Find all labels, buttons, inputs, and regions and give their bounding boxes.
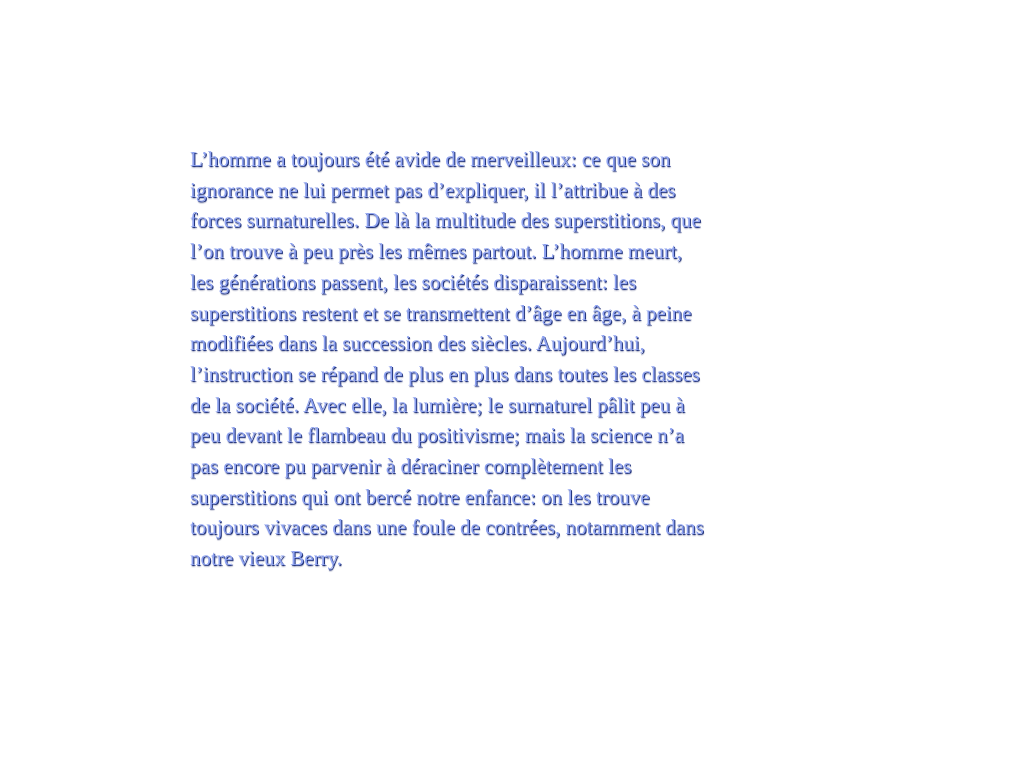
body-paragraph: L’homme a toujours été avide de merveilleux: ce que son ignorance ne lui permet pas d’expliquer, il l’attribue à des forces surnaturelles. De là la multitude des superstitions, que l’on trouve à peu près les mêmes partout. L’homme meurt, les générations passent, les sociétés disparaissent: les superstitions restent et se transmettent d’âge en âge, à peine modifiées dans la succession des siècles. Aujourd’hui, l’instruction se répand de plus en plus dans toutes les classes de la société. Avec elle, la lumière; le surnaturel pâlit peu à peu devant le flambeau du positivisme; mais la science n’a pas encore pu parvenir à déraciner complètement les superstitions qui ont bercé notre enfance: on les trouve toujours vivaces dans une foule de contrées, notamment dans notre vieux Berry. [190,147,704,571]
